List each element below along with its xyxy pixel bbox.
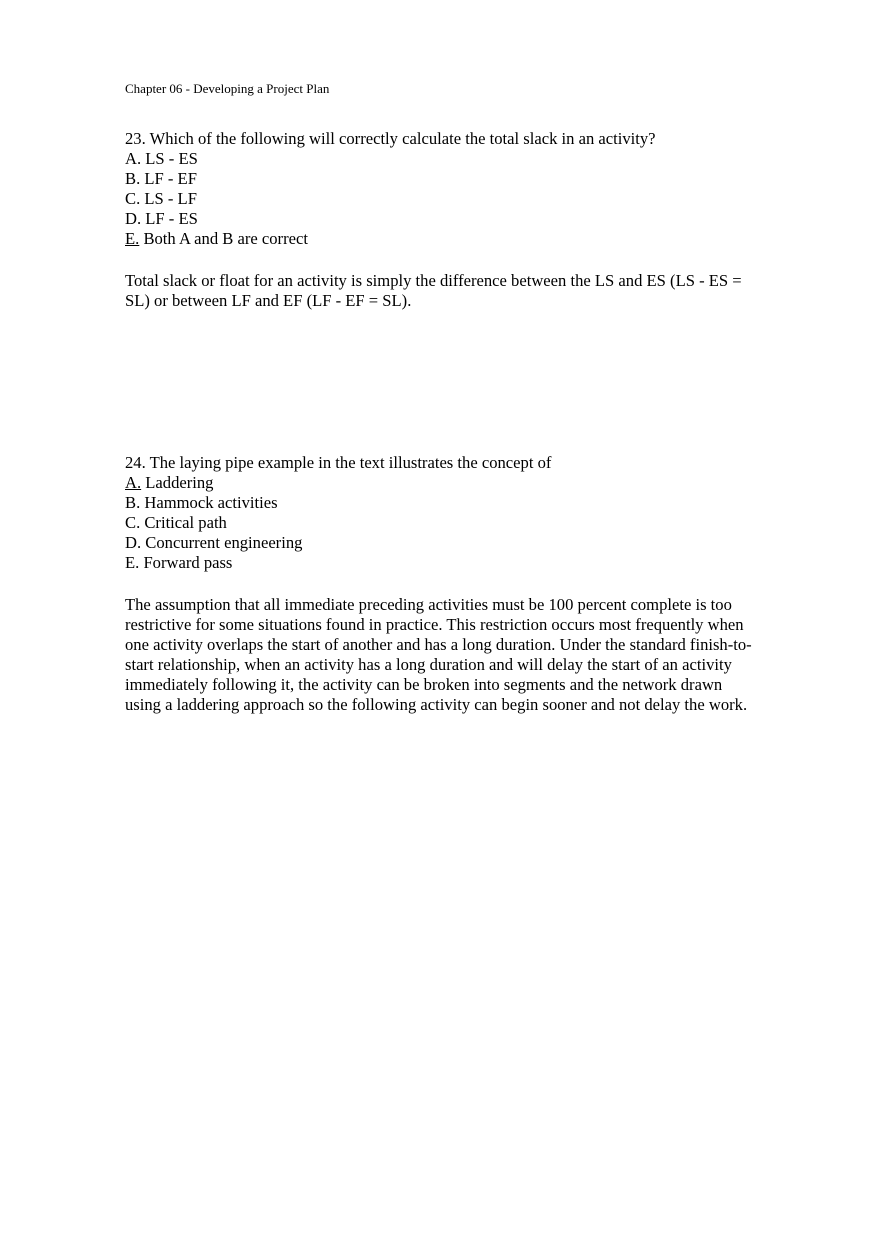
option-text: Critical path [140, 513, 227, 532]
explanation-line: The assumption that all immediate preceding activities must be 100 percent complete is too [125, 595, 732, 614]
chapter-header: Chapter 06 - Developing a Project Plan [125, 81, 330, 96]
option-letter-correct: A. [125, 473, 142, 492]
option-letter: D. [125, 533, 142, 552]
answer-option [125, 189, 785, 209]
question-23 [125, 129, 785, 249]
option-letter: B. [125, 169, 141, 188]
option-text: Forward pass [139, 553, 233, 572]
answer-option [125, 553, 785, 573]
option-text: Both A and B are correct [139, 229, 308, 248]
option-letter: C. [125, 513, 141, 532]
option-text: LF - EF [140, 169, 197, 188]
option-letter: E. [125, 553, 140, 572]
option-letter: D. [125, 209, 142, 228]
option-text: LF - ES [141, 209, 198, 228]
question-stem: 24. The laying pipe example in the text illustrates the concept of [125, 453, 552, 472]
option-text: LS - LF [140, 189, 197, 208]
answer-option [125, 149, 785, 169]
answer-option-correct [125, 229, 785, 249]
question-24 [125, 453, 785, 573]
explanation-line: SL) or between LF and EF (LF - EF = SL). [125, 291, 412, 310]
option-text: Laddering [141, 473, 214, 492]
question-stem: 23. Which of the following will correctly calculate the total slack in an activity? [125, 129, 656, 148]
explanation-line: start relationship, when an activity has a long duration and will delay the start of an activity [125, 655, 732, 674]
option-text: Concurrent engineering [141, 533, 303, 552]
explanation-line: restrictive for some situations found in practice. This restriction occurs most frequently when [125, 615, 744, 634]
answer-option [125, 169, 785, 189]
option-letter-correct: E. [125, 229, 140, 248]
option-text: LS - ES [141, 149, 198, 168]
answer-option [125, 533, 785, 553]
explanation-24 [125, 595, 785, 715]
option-letter: B. [125, 493, 141, 512]
answer-option [125, 513, 785, 533]
option-letter: A. [125, 149, 142, 168]
option-letter: C. [125, 189, 141, 208]
option-text: Hammock activities [140, 493, 278, 512]
answer-option-correct [125, 473, 785, 493]
explanation-line: Total slack or float for an activity is simply the difference between the LS and ES (LS - ES = [125, 271, 742, 290]
explanation-line: immediately following it, the activity can be broken into segments and the network drawn [125, 675, 723, 694]
answer-option [125, 493, 785, 513]
explanation-line: one activity overlaps the start of another and has a long duration. Under the standard finish-to- [125, 635, 752, 654]
explanation-line: using a laddering approach so the following activity can begin sooner and not delay the work. [125, 695, 748, 714]
answer-option [125, 209, 785, 229]
explanation-23 [125, 271, 785, 311]
